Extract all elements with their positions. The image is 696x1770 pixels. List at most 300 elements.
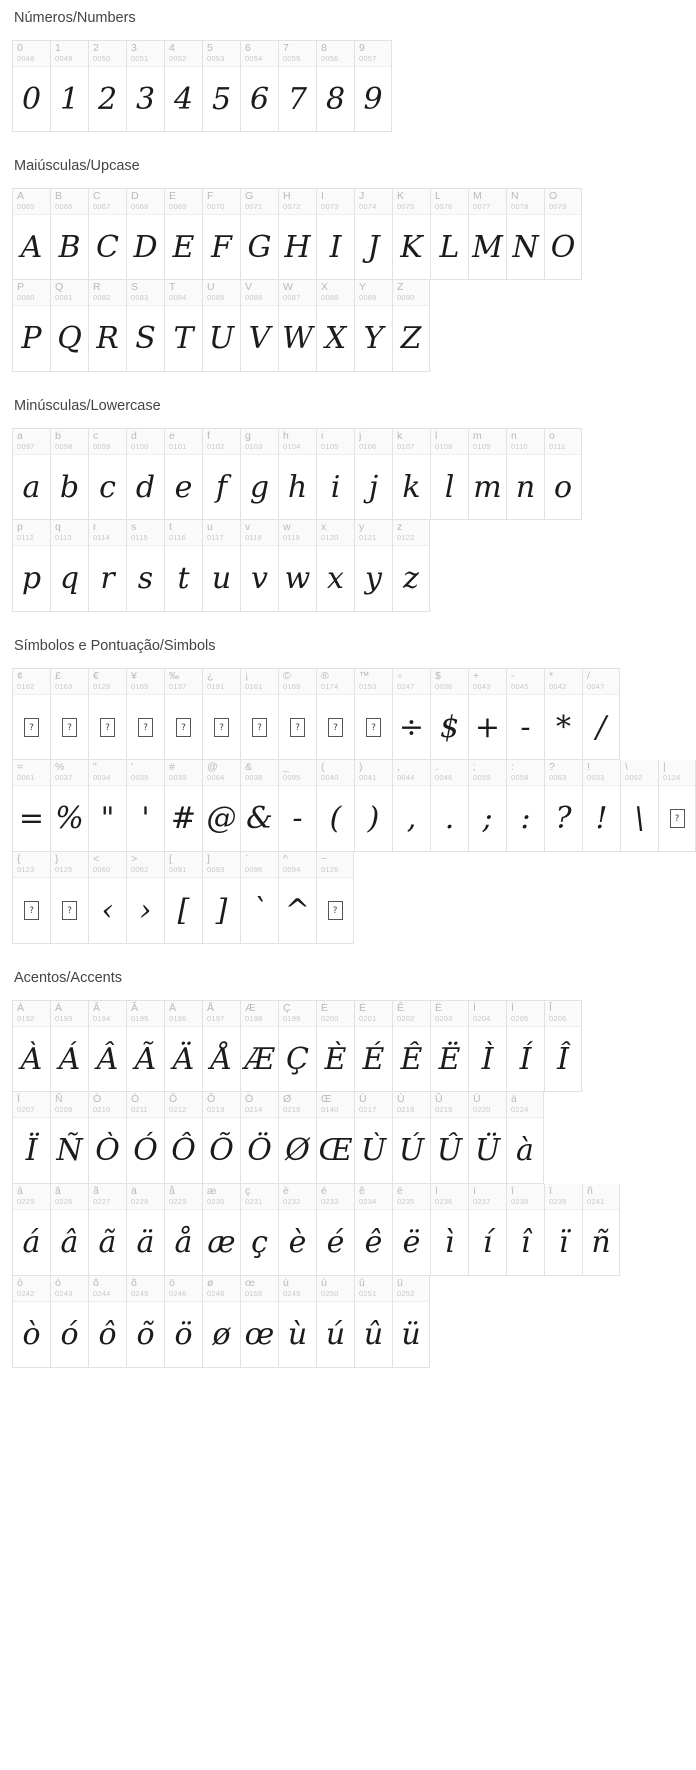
glyph-cell[interactable]: [354, 280, 392, 372]
glyph-cell[interactable]: [468, 1184, 506, 1276]
glyph-cell[interactable]: [240, 760, 278, 852]
glyph-section: [12, 10, 649, 132]
glyph-cell[interactable]: [278, 188, 316, 280]
glyph-row: [12, 668, 649, 760]
glyph-preview: Ç: [286, 1042, 309, 1077]
glyph-cell-header: [317, 1092, 354, 1118]
glyph-code-label: 0192: [17, 1014, 35, 1023]
glyph-cell[interactable]: [202, 40, 240, 132]
glyph-code-label: 0205: [511, 1014, 529, 1023]
glyph-cell-header: [545, 669, 582, 695]
glyph-cell-header: [13, 1092, 50, 1118]
glyph-cell[interactable]: [88, 188, 126, 280]
glyph-char-label: $: [435, 670, 441, 682]
glyph-cell[interactable]: [582, 1184, 620, 1276]
glyph-preview: q: [59, 561, 80, 596]
glyph-cell[interactable]: [12, 1276, 50, 1368]
glyph-char-label: õ: [131, 1277, 137, 1289]
glyph-cell[interactable]: [392, 1276, 430, 1368]
glyph-cell[interactable]: [50, 428, 88, 520]
glyph-cell[interactable]: [50, 1000, 88, 1092]
glyph-cell-header: [317, 41, 354, 67]
glyph-cell[interactable]: [164, 1092, 202, 1184]
glyph-cell[interactable]: [164, 280, 202, 372]
glyph-preview: b: [59, 470, 80, 505]
glyph-cell-header: [545, 1001, 581, 1027]
glyph-char-label: c: [93, 430, 99, 442]
glyph-preview: I: [329, 230, 342, 265]
glyph-code-label: 0122: [397, 533, 415, 542]
glyph-cell-header: [165, 852, 202, 878]
glyph-cell-header: [13, 189, 50, 215]
glyph-cell[interactable]: [50, 852, 88, 944]
glyph-cell[interactable]: [278, 428, 316, 520]
glyph-cell-header: [317, 1001, 354, 1027]
glyph-cell[interactable]: [278, 280, 316, 372]
glyph-cell[interactable]: [240, 1276, 278, 1368]
glyph-preview: ›: [139, 893, 152, 928]
glyph-code-label: 0046: [435, 773, 453, 782]
glyph-cell[interactable]: [12, 520, 50, 612]
glyph-cell[interactable]: [354, 188, 392, 280]
glyph-cell[interactable]: [126, 760, 164, 852]
glyph-cell[interactable]: [316, 1276, 354, 1368]
glyph-cell[interactable]: [316, 520, 354, 612]
glyph-cell[interactable]: [50, 40, 88, 132]
glyph-cell[interactable]: [88, 40, 126, 132]
glyph-cell[interactable]: [278, 40, 316, 132]
glyph-cell[interactable]: [164, 760, 202, 852]
glyph-char-label: S: [131, 281, 139, 293]
glyph-cell[interactable]: [88, 1276, 126, 1368]
glyph-cell[interactable]: [354, 1276, 392, 1368]
glyph-preview: [203, 695, 240, 760]
glyph-cell-header: [545, 1184, 582, 1210]
glyph-cell[interactable]: [316, 1184, 354, 1276]
glyph-code-label: 0226: [55, 1197, 73, 1206]
glyph-cell[interactable]: [354, 40, 392, 132]
glyph-cell[interactable]: [392, 668, 430, 760]
glyph-cell[interactable]: [316, 852, 354, 944]
glyph-code-label: 0100: [131, 442, 149, 451]
glyph-char-label: Ï: [17, 1093, 20, 1105]
glyph-cell[interactable]: [240, 1092, 278, 1184]
glyph-cell[interactable]: [202, 1000, 240, 1092]
glyph-char-label: ®: [321, 670, 329, 682]
glyph-code-label: 0140: [321, 1105, 339, 1114]
glyph-cell-header: [317, 852, 353, 878]
glyph-cell[interactable]: [544, 1000, 582, 1092]
glyph-code-label: 0128: [93, 682, 111, 691]
glyph-cell[interactable]: [316, 280, 354, 372]
glyph-code-label: 0246: [169, 1289, 187, 1298]
glyph-cell[interactable]: [468, 1000, 506, 1092]
glyph-preview: Ã: [134, 1042, 157, 1077]
glyph-char-label: }: [55, 853, 59, 865]
glyph-cell[interactable]: [12, 668, 50, 760]
glyph-cell[interactable]: [392, 760, 430, 852]
glyph-cell[interactable]: [506, 1184, 544, 1276]
glyph-cell[interactable]: [620, 760, 658, 852]
glyph-char-label: P: [17, 281, 25, 293]
glyph-cell[interactable]: [392, 188, 430, 280]
glyph-cell[interactable]: [202, 1276, 240, 1368]
glyph-char-label: ÷: [397, 670, 403, 682]
glyph-cell[interactable]: [544, 668, 582, 760]
glyph-cell[interactable]: [468, 188, 506, 280]
glyph-cell[interactable]: [88, 520, 126, 612]
glyph-cell[interactable]: [316, 40, 354, 132]
glyph-cell[interactable]: [316, 1092, 354, 1184]
glyph-char-label: í: [473, 1185, 476, 1197]
glyph-cell[interactable]: [202, 668, 240, 760]
glyph-char-label: F: [207, 190, 214, 202]
glyph-cell[interactable]: [544, 760, 582, 852]
glyph-cell[interactable]: [202, 1092, 240, 1184]
glyph-cell[interactable]: [202, 428, 240, 520]
glyph-cell[interactable]: [506, 1092, 544, 1184]
glyph-cell[interactable]: [240, 852, 278, 944]
glyph-cell-header: [545, 429, 581, 455]
glyph-cell[interactable]: [202, 852, 240, 944]
glyph-cell[interactable]: [240, 280, 278, 372]
glyph-cell[interactable]: [88, 668, 126, 760]
glyph-cell[interactable]: [88, 1184, 126, 1276]
missing-glyph-icon: ?: [328, 901, 343, 920]
glyph-cell[interactable]: [164, 1000, 202, 1092]
glyph-cell[interactable]: [126, 1092, 164, 1184]
glyph-cell-header: [13, 520, 50, 546]
glyph-cell[interactable]: [12, 428, 50, 520]
glyph-cell[interactable]: [240, 668, 278, 760]
glyph-cell[interactable]: [582, 760, 620, 852]
glyph-preview: è: [288, 1225, 307, 1260]
glyph-preview: à: [516, 1133, 534, 1168]
glyph-cell[interactable]: [506, 1000, 544, 1092]
glyph-cell[interactable]: [468, 428, 506, 520]
glyph-cell[interactable]: [544, 1184, 582, 1276]
glyph-cell[interactable]: [12, 852, 50, 944]
glyph-cell[interactable]: [354, 668, 392, 760]
glyph-cell[interactable]: [50, 280, 88, 372]
glyph-cell[interactable]: [658, 760, 696, 852]
glyph-preview: 5: [211, 82, 232, 117]
glyph-cell[interactable]: [468, 668, 506, 760]
glyph-cell-header: [241, 189, 278, 215]
glyph-cell[interactable]: [126, 428, 164, 520]
glyph-cell[interactable]: [50, 188, 88, 280]
glyph-preview: i: [330, 470, 341, 505]
glyph-code-label: 0097: [17, 442, 35, 451]
glyph-cell[interactable]: [126, 852, 164, 944]
glyph-cell[interactable]: [126, 40, 164, 132]
glyph-preview: S: [135, 321, 156, 356]
glyph-cell[interactable]: [544, 188, 582, 280]
glyph-cell[interactable]: [240, 40, 278, 132]
glyph-cell[interactable]: [278, 760, 316, 852]
glyph-cell[interactable]: [240, 428, 278, 520]
glyph-code-label: 0250: [321, 1289, 339, 1298]
glyph-char-label: Ù: [359, 1093, 367, 1105]
glyph-cell-header: [241, 760, 278, 786]
glyph-cell[interactable]: [12, 760, 50, 852]
glyph-preview: [317, 878, 353, 943]
glyph-preview: É: [362, 1042, 385, 1077]
glyph-cell[interactable]: [430, 1184, 468, 1276]
glyph-preview: Ë: [438, 1042, 461, 1077]
glyph-cell[interactable]: [164, 668, 202, 760]
glyph-cell[interactable]: [50, 520, 88, 612]
glyph-char-label: |: [663, 761, 666, 773]
glyph-cell[interactable]: [430, 1092, 468, 1184]
glyph-cell[interactable]: [392, 1000, 430, 1092]
glyph-cell[interactable]: [354, 520, 392, 612]
glyph-cell[interactable]: [12, 1184, 50, 1276]
glyph-cell[interactable]: [202, 1184, 240, 1276]
glyph-code-label: 0069: [169, 202, 187, 211]
glyph-preview: L: [439, 230, 460, 265]
glyph-code-label: 0114: [93, 533, 110, 542]
glyph-cell[interactable]: [12, 1092, 50, 1184]
glyph-preview: ô: [98, 1317, 117, 1352]
glyph-code-label: 0108: [435, 442, 453, 451]
glyph-cell[interactable]: [202, 188, 240, 280]
glyph-cell-header: [51, 669, 88, 695]
glyph-cell[interactable]: [392, 520, 430, 612]
glyph-cell-header: [203, 41, 240, 67]
glyph-cell[interactable]: [278, 520, 316, 612]
glyph-cell[interactable]: [202, 280, 240, 372]
glyph-cell[interactable]: [240, 188, 278, 280]
glyph-preview: C: [96, 230, 119, 265]
glyph-cell[interactable]: [240, 1184, 278, 1276]
glyph-cell[interactable]: [582, 668, 620, 760]
glyph-cell-header: [431, 760, 468, 786]
glyph-cell[interactable]: [278, 668, 316, 760]
glyph-cell[interactable]: [278, 1184, 316, 1276]
glyph-cell-header: [431, 1184, 468, 1210]
glyph-cell-header: [127, 280, 164, 306]
glyph-char-label: Œ: [321, 1093, 332, 1105]
glyph-row: [12, 40, 649, 132]
glyph-code-label: 0233: [321, 1197, 339, 1206]
glyph-cell-header: [393, 189, 430, 215]
glyph-char-label: ?: [549, 761, 555, 773]
glyph-cell[interactable]: [316, 428, 354, 520]
glyph-cell[interactable]: [278, 1000, 316, 1092]
glyph-cell[interactable]: [126, 520, 164, 612]
glyph-cell-header: [431, 1092, 468, 1118]
glyph-preview: ': [141, 801, 150, 836]
glyph-cell-header: [355, 41, 391, 67]
glyph-char-label: R: [93, 281, 101, 293]
glyph-cell[interactable]: [202, 760, 240, 852]
glyph-cell[interactable]: [392, 1184, 430, 1276]
glyph-cell[interactable]: [126, 1184, 164, 1276]
glyph-cell-header: [165, 41, 202, 67]
glyph-row: [12, 188, 649, 280]
glyph-cell[interactable]: [430, 188, 468, 280]
glyph-code-label: 0165: [131, 682, 149, 691]
glyph-cell[interactable]: [278, 1276, 316, 1368]
glyph-cell-header: [393, 760, 430, 786]
glyph-cell[interactable]: [50, 668, 88, 760]
glyph-cell-header: [355, 429, 392, 455]
glyph-cell[interactable]: [88, 1092, 126, 1184]
glyph-cell[interactable]: [430, 668, 468, 760]
glyph-preview: á: [22, 1225, 41, 1260]
glyph-cell[interactable]: [468, 760, 506, 852]
glyph-cell[interactable]: [544, 428, 582, 520]
glyph-cell[interactable]: [12, 40, 50, 132]
glyph-row: [12, 1184, 649, 1276]
glyph-preview: ñ: [591, 1225, 611, 1260]
missing-glyph-icon: ?: [62, 718, 77, 737]
glyph-preview: 3: [135, 82, 156, 117]
glyph-preview: Ï: [25, 1133, 38, 1168]
glyph-cell[interactable]: [240, 520, 278, 612]
glyph-preview: ü: [401, 1317, 421, 1352]
glyph-char-label: ^: [283, 853, 288, 865]
glyph-cell-header: [89, 1276, 126, 1302]
glyph-preview: Y: [363, 321, 384, 356]
glyph-cell[interactable]: [164, 428, 202, 520]
glyph-cell[interactable]: [392, 1092, 430, 1184]
glyph-preview: h: [287, 470, 308, 505]
glyph-cell[interactable]: [164, 1184, 202, 1276]
glyph-char-label: à: [511, 1093, 517, 1105]
glyph-cell-header: [51, 41, 88, 67]
glyph-char-label: u: [207, 521, 213, 533]
glyph-code-label: 0237: [473, 1197, 491, 1206]
glyph-cell[interactable]: [468, 1092, 506, 1184]
glyph-code-label: 0072: [283, 202, 301, 211]
glyph-cell[interactable]: [12, 1000, 50, 1092]
glyph-code-label: 0034: [93, 773, 111, 782]
glyph-char-label: 4: [169, 42, 175, 54]
glyph-cell[interactable]: [316, 760, 354, 852]
glyph-code-label: 0220: [473, 1105, 491, 1114]
glyph-cell-header: [241, 1001, 278, 1027]
glyph-preview: Z: [400, 321, 422, 356]
glyph-cell[interactable]: [506, 428, 544, 520]
glyph-cell-header: [317, 669, 354, 695]
glyph-code-label: 0098: [55, 442, 73, 451]
glyph-cell[interactable]: [164, 188, 202, 280]
glyph-cell-header: [393, 1001, 430, 1027]
glyph-cell[interactable]: [164, 40, 202, 132]
glyph-cell[interactable]: [126, 188, 164, 280]
glyph-cell[interactable]: [202, 520, 240, 612]
glyph-cell[interactable]: [240, 1000, 278, 1092]
glyph-code-label: 0174: [321, 682, 339, 691]
glyph-cell[interactable]: [50, 760, 88, 852]
glyph-cell[interactable]: [430, 1000, 468, 1092]
glyph-cell-header: [355, 520, 392, 546]
glyph-char-label: k: [397, 430, 403, 442]
glyph-char-label: ¢: [17, 670, 23, 682]
glyph-preview: œ: [244, 1317, 275, 1352]
glyph-preview: Ö: [247, 1133, 272, 1168]
glyph-cell[interactable]: [392, 280, 430, 372]
glyph-cell[interactable]: [164, 520, 202, 612]
glyph-char-label: /: [587, 670, 590, 682]
glyph-cell[interactable]: [88, 280, 126, 372]
glyph-cell-header: [127, 1184, 164, 1210]
glyph-cell[interactable]: [316, 188, 354, 280]
glyph-cell[interactable]: [126, 668, 164, 760]
glyph-preview: 4: [173, 82, 194, 117]
glyph-code-label: 0124: [663, 773, 681, 782]
glyph-char-label: æ: [207, 1185, 217, 1197]
glyph-cell[interactable]: [12, 188, 50, 280]
glyph-cell[interactable]: [50, 1184, 88, 1276]
glyph-cell-header: [127, 41, 164, 67]
glyph-cell[interactable]: [316, 1000, 354, 1092]
glyph-cell[interactable]: [430, 760, 468, 852]
glyph-cell[interactable]: [506, 760, 544, 852]
glyph-cell[interactable]: [88, 428, 126, 520]
glyph-cell[interactable]: [354, 760, 392, 852]
glyph-cell[interactable]: [88, 760, 126, 852]
glyph-cell[interactable]: [430, 428, 468, 520]
glyph-cell[interactable]: [354, 1092, 392, 1184]
glyph-cell-header: [51, 760, 88, 786]
glyph-cell[interactable]: [12, 280, 50, 372]
glyph-code-label: 0103: [245, 442, 263, 451]
glyph-preview: Ò: [95, 1133, 120, 1168]
glyph-cell[interactable]: [164, 1276, 202, 1368]
glyph-cell-header: [89, 760, 126, 786]
glyph-cell[interactable]: [506, 668, 544, 760]
glyph-cell[interactable]: [50, 1276, 88, 1368]
glyph-row: [12, 520, 649, 612]
glyph-preview: .: [444, 801, 455, 836]
glyph-preview: F: [211, 230, 232, 265]
glyph-row: [12, 1000, 649, 1092]
glyph-cell[interactable]: [88, 852, 126, 944]
glyph-preview: x: [327, 561, 344, 596]
glyph-cell[interactable]: [278, 852, 316, 944]
glyph-char-label: >: [131, 853, 138, 865]
glyph-cell[interactable]: [354, 1000, 392, 1092]
glyph-cell-header: [51, 520, 88, 546]
glyph-cell-header: [279, 1184, 316, 1210]
glyph-cell[interactable]: [126, 1000, 164, 1092]
glyph-cell[interactable]: [506, 188, 544, 280]
glyph-cell[interactable]: [278, 1092, 316, 1184]
glyph-cell[interactable]: [316, 668, 354, 760]
glyph-cell[interactable]: [50, 1092, 88, 1184]
glyph-char-label: ó: [55, 1277, 61, 1289]
glyph-cell[interactable]: [88, 1000, 126, 1092]
glyph-cell[interactable]: [126, 1276, 164, 1368]
glyph-code-label: 0235: [397, 1197, 415, 1206]
glyph-code-label: 0067: [93, 202, 111, 211]
glyph-row: [12, 280, 649, 372]
glyph-char-label: 9: [359, 42, 365, 54]
glyph-cell-header: [89, 1184, 126, 1210]
glyph-code-label: 0156: [245, 1289, 263, 1298]
glyph-code-label: 0212: [169, 1105, 187, 1114]
glyph-cell[interactable]: [126, 280, 164, 372]
glyph-cell[interactable]: [392, 428, 430, 520]
glyph-cell[interactable]: [164, 852, 202, 944]
glyph-char-label: +: [473, 670, 480, 682]
glyph-preview: U: [208, 321, 235, 356]
glyph-cell[interactable]: [354, 428, 392, 520]
glyph-cell[interactable]: [354, 1184, 392, 1276]
